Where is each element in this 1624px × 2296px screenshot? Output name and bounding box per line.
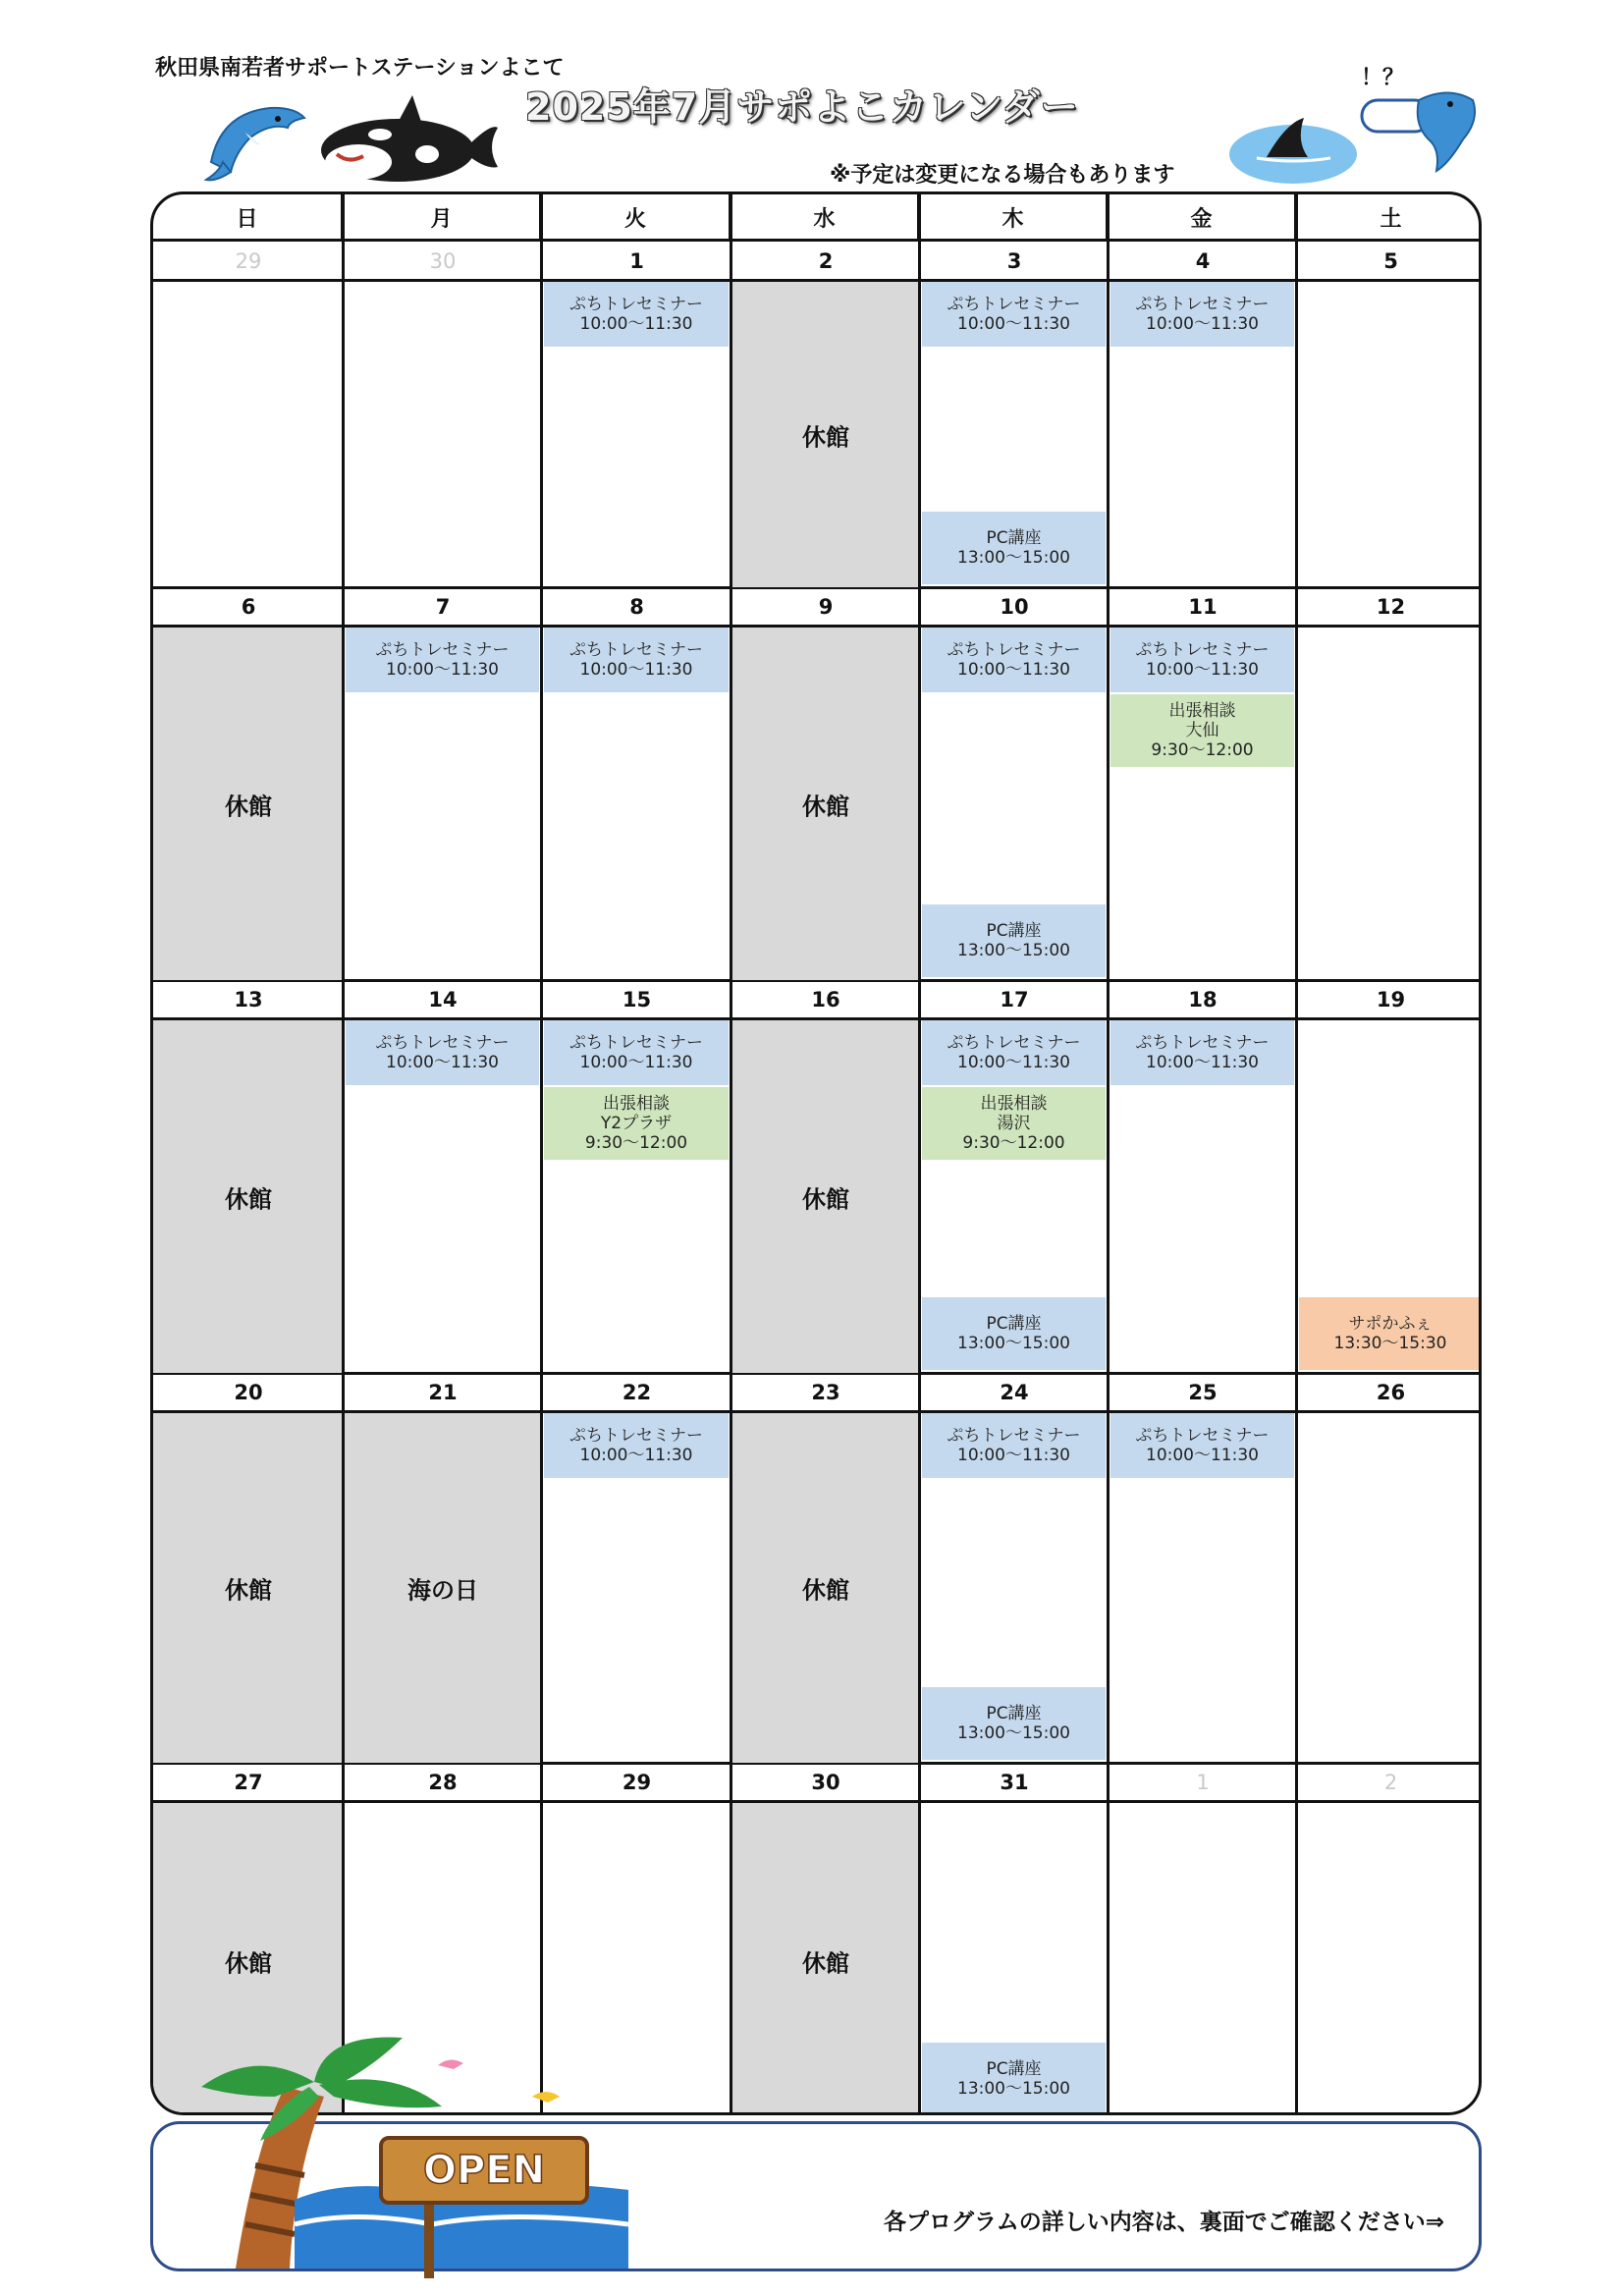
event-block[interactable] <box>922 628 1106 692</box>
day-number: 14 <box>428 988 458 1011</box>
day-number: 28 <box>428 1771 458 1794</box>
day-number: 16 <box>811 988 840 1011</box>
event-text: ぷちトレセミナー <box>947 1033 1081 1053</box>
day-number: 1 <box>629 249 644 273</box>
exclamation-text: ！？ <box>1361 66 1405 90</box>
event-text: 10:00〜11:30 <box>1146 1446 1259 1465</box>
event-text: ぷちトレセミナー <box>947 640 1081 660</box>
event-block[interactable] <box>346 628 539 692</box>
event-text: 10:00〜11:30 <box>579 314 693 334</box>
event-text: PC講座 <box>986 2059 1042 2079</box>
day-number: 2 <box>818 249 834 273</box>
event-block[interactable] <box>544 628 729 692</box>
event-text: 出張相談 <box>980 1094 1048 1114</box>
column-divider <box>540 194 543 2115</box>
closed-label: 休館 <box>802 793 849 820</box>
dolphin-right-icon <box>1360 81 1483 179</box>
day-number: 21 <box>428 1381 458 1404</box>
day-number: 29 <box>622 1771 652 1794</box>
palm-tree-open-sign-icon <box>196 2028 638 2278</box>
closed-day-cell <box>731 282 920 587</box>
day-number: 13 <box>234 988 263 1011</box>
day-number: 12 <box>1376 595 1406 619</box>
day-number: 25 <box>1188 1381 1218 1404</box>
closed-day-cell <box>731 1803 920 2115</box>
closed-day-cell <box>731 628 920 980</box>
closed-day-cell <box>731 1413 920 1763</box>
event-text: 13:30〜15:30 <box>1333 1334 1447 1353</box>
column-divider <box>342 194 345 2115</box>
day-number: 11 <box>1188 595 1218 619</box>
event-text: 10:00〜11:30 <box>957 1446 1070 1465</box>
weekday-header: 月 <box>344 194 542 242</box>
event-text: ぷちトレセミナー <box>569 1033 703 1053</box>
day-number: 20 <box>234 1381 263 1404</box>
event-text: 13:00〜15:00 <box>957 2079 1070 2099</box>
event-text: ぷちトレセミナー <box>1135 640 1270 660</box>
event-text: ぷちトレセミナー <box>569 640 703 660</box>
event-text: ぷちトレセミナー <box>569 1426 703 1446</box>
event-text: 10:00〜11:30 <box>1146 314 1259 334</box>
closed-label: 休館 <box>802 1949 849 1977</box>
event-text: Y2プラザ <box>600 1114 673 1133</box>
day-number: 22 <box>622 1381 652 1404</box>
day-number: 3 <box>1006 249 1022 273</box>
event-block[interactable] <box>922 1687 1106 1760</box>
event-text: PC講座 <box>986 921 1042 941</box>
weekday-header: 金 <box>1109 194 1297 242</box>
event-block[interactable] <box>544 1413 729 1478</box>
event-text: 10:00〜11:30 <box>579 1053 693 1072</box>
event-block[interactable] <box>922 1087 1106 1160</box>
weekday-header: 木 <box>920 194 1109 242</box>
event-block[interactable] <box>544 282 729 347</box>
day-number: 1 <box>1196 1771 1210 1794</box>
weekday-header: 土 <box>1297 194 1482 242</box>
day-number: 30 <box>429 249 457 273</box>
column-divider <box>1107 194 1110 2115</box>
closed-day-cell <box>153 1413 344 1763</box>
day-number: 19 <box>1376 988 1406 1011</box>
day-number: 23 <box>811 1381 840 1404</box>
footer-note: 各プログラムの詳しい内容は、裏面でご確認ください⇒ <box>884 2210 1445 2235</box>
day-number: 7 <box>435 595 451 619</box>
event-text: 湯沢 <box>997 1114 1031 1133</box>
event-text: 10:00〜11:30 <box>579 660 693 680</box>
day-number: 31 <box>1000 1771 1029 1794</box>
column-divider <box>1295 194 1298 2115</box>
event-text: 9:30〜12:00 <box>962 1133 1065 1153</box>
event-block[interactable] <box>1110 694 1294 767</box>
event-text: PC講座 <box>986 1704 1042 1723</box>
event-block[interactable] <box>922 512 1106 584</box>
event-text: サポかふぇ <box>1348 1314 1433 1334</box>
event-block[interactable] <box>1110 1413 1294 1478</box>
event-text: ぷちトレセミナー <box>1135 295 1270 314</box>
event-text: 大仙 <box>1185 721 1219 740</box>
event-block[interactable] <box>922 1020 1106 1085</box>
day-number: 5 <box>1383 249 1398 273</box>
day-number: 2 <box>1383 1771 1398 1794</box>
event-text: ぷちトレセミナー <box>947 295 1081 314</box>
organization-name: 秋田県南若者サポートステーションよこて <box>155 56 565 81</box>
event-block[interactable] <box>1110 282 1294 347</box>
event-block[interactable] <box>544 1020 729 1085</box>
event-text: 出張相談 <box>603 1094 670 1114</box>
closed-day-cell <box>344 1413 542 1763</box>
day-number: 30 <box>811 1771 840 1794</box>
column-divider <box>730 194 732 2115</box>
column-divider <box>918 194 921 2115</box>
day-number: 18 <box>1188 988 1218 1011</box>
event-text: PC講座 <box>986 528 1042 548</box>
event-text: 13:00〜15:00 <box>957 1334 1070 1353</box>
event-text: ぷちトレセミナー <box>947 1426 1081 1446</box>
closed-label: 休館 <box>225 1949 272 1977</box>
day-number: 29 <box>235 249 262 273</box>
event-text: 出張相談 <box>1168 701 1236 721</box>
closed-label: 海の日 <box>407 1576 478 1605</box>
closed-label: 休館 <box>225 1576 272 1605</box>
event-text: 10:00〜11:30 <box>957 1053 1070 1072</box>
day-number: 26 <box>1376 1381 1406 1404</box>
event-text: 9:30〜12:00 <box>584 1133 688 1153</box>
event-block[interactable] <box>1299 1297 1482 1370</box>
event-block[interactable] <box>922 1413 1106 1478</box>
closed-label: 休館 <box>802 423 849 451</box>
event-block[interactable] <box>922 1297 1106 1370</box>
event-text: 13:00〜15:00 <box>957 941 1070 960</box>
closed-label: 休館 <box>802 1185 849 1213</box>
event-text: ぷちトレセミナー <box>1135 1033 1270 1053</box>
event-block[interactable] <box>346 1020 539 1085</box>
closed-day-cell <box>731 1020 920 1373</box>
calendar-title: 2025年7月サポよこカレンダー <box>525 85 1079 129</box>
event-text: ぷちトレセミナー <box>569 295 703 314</box>
event-text: 10:00〜11:30 <box>1146 1053 1259 1072</box>
day-number: 8 <box>629 595 644 619</box>
event-text: 13:00〜15:00 <box>957 548 1070 568</box>
shark-fin-icon <box>1227 113 1360 187</box>
event-text: 9:30〜12:00 <box>1151 740 1254 760</box>
event-block[interactable] <box>922 2043 1106 2115</box>
event-text: 10:00〜11:30 <box>579 1446 693 1465</box>
day-number: 10 <box>1000 595 1029 619</box>
event-text: PC講座 <box>986 1314 1042 1334</box>
weekday-header: 日 <box>153 194 344 242</box>
event-block[interactable] <box>544 1087 729 1160</box>
event-text: 10:00〜11:30 <box>957 660 1070 680</box>
dolphin-left-icon <box>201 93 309 187</box>
event-text: 10:00〜11:30 <box>386 660 499 680</box>
event-text: ぷちトレセミナー <box>375 640 510 660</box>
weekday-header: 火 <box>542 194 731 242</box>
event-text: 13:00〜15:00 <box>957 1723 1070 1743</box>
open-sign-text: OPEN <box>422 2148 546 2193</box>
event-text: ぷちトレセミナー <box>375 1033 510 1053</box>
event-text: 10:00〜11:30 <box>957 314 1070 334</box>
day-number: 15 <box>622 988 652 1011</box>
event-block[interactable] <box>922 904 1106 977</box>
event-text: 10:00〜11:30 <box>1146 660 1259 680</box>
schedule-change-note: ※予定は変更になる場合もあります <box>830 163 1175 188</box>
event-text: ぷちトレセミナー <box>1135 1426 1270 1446</box>
day-number: 17 <box>1000 988 1029 1011</box>
day-number: 9 <box>818 595 834 619</box>
closed-day-cell <box>153 1020 344 1373</box>
closed-day-cell <box>153 628 344 980</box>
event-text: 10:00〜11:30 <box>386 1053 499 1072</box>
event-block[interactable] <box>1110 628 1294 692</box>
closed-label: 休館 <box>802 1576 849 1605</box>
day-number: 6 <box>241 595 256 619</box>
closed-label: 休館 <box>225 793 272 820</box>
day-number: 27 <box>234 1771 263 1794</box>
day-number: 4 <box>1195 249 1211 273</box>
day-number: 24 <box>1000 1381 1029 1404</box>
closed-label: 休館 <box>225 1185 272 1213</box>
event-block[interactable] <box>1110 1020 1294 1085</box>
orca-icon <box>319 93 501 187</box>
event-block[interactable] <box>922 282 1106 347</box>
weekday-header: 水 <box>731 194 920 242</box>
calendar-grid <box>150 191 1482 2115</box>
